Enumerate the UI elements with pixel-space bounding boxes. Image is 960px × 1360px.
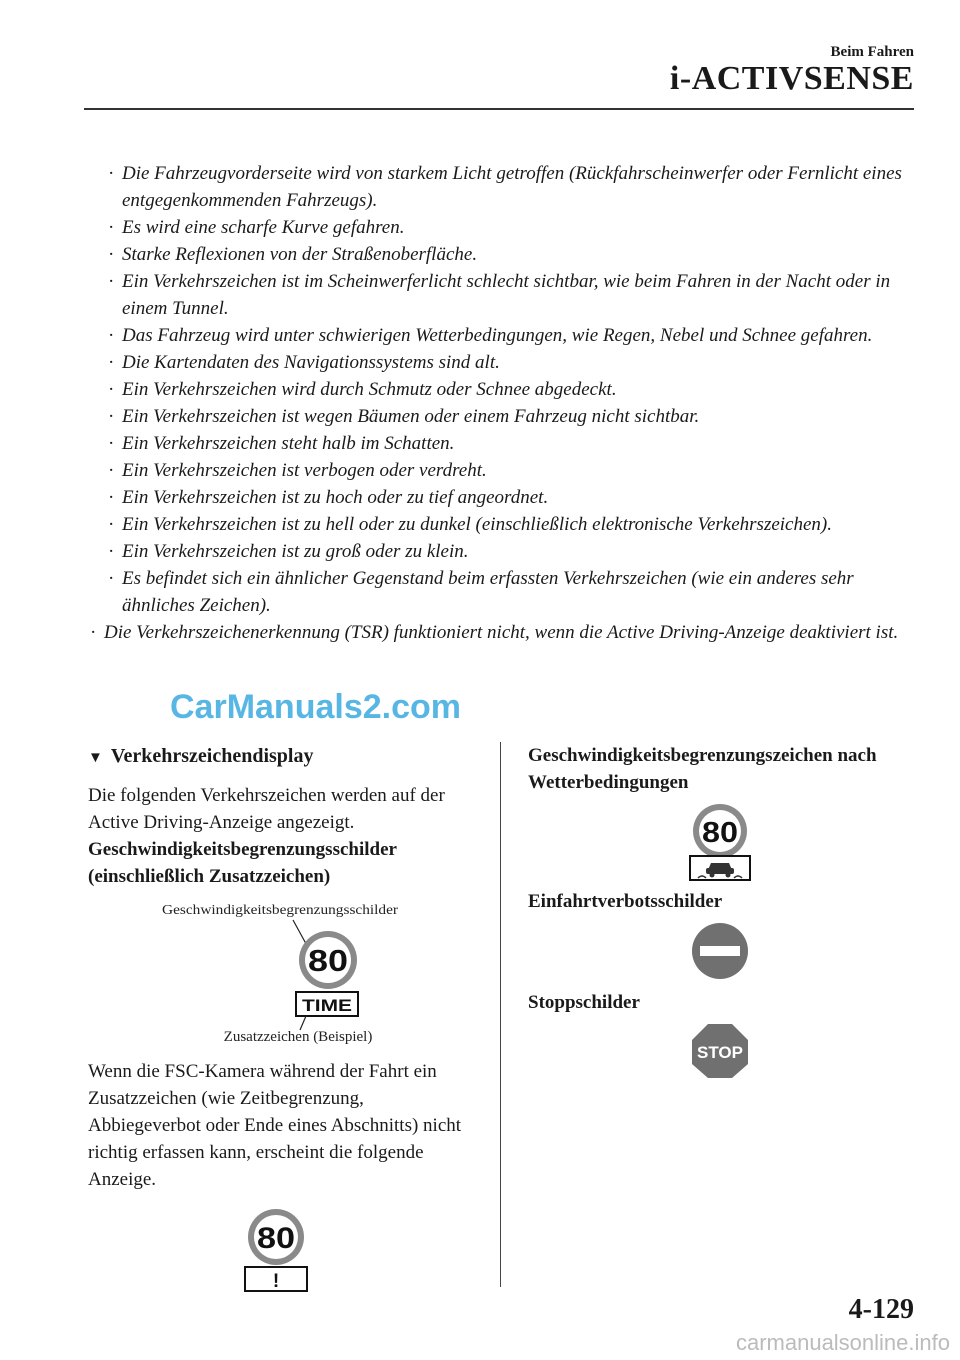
page-title: i-ACTIVSENSE	[669, 60, 914, 97]
exclamation-icon: !	[272, 1271, 280, 1292]
callout-top: Geschwindigkeitsbegrenzungsschilder	[162, 903, 399, 918]
supplement-sign-text: TIME	[302, 996, 352, 1015]
speed-sign-value: 80	[702, 817, 738, 849]
list-item: · Ein Verkehrszeichen steht halb im Schatten.	[84, 430, 914, 457]
list-item: · Ein Verkehrszeichen wird durch Schmutz oder Schnee abgedeckt.	[84, 376, 914, 403]
list-item: · Ein Verkehrszeichen ist zu groß oder zu klein.	[84, 538, 914, 565]
list-item-outer: · Die Verkehrszeichenerkennung (TSR) funktioniert nicht, wenn die Active Driving-Anzeige deaktiviert ist.	[84, 619, 914, 646]
weather-speed-figure	[528, 800, 918, 882]
list-item: · Die Kartendaten des Navigationssystems sind alt.	[84, 349, 914, 376]
list-item: · Das Fahrzeug wird unter schwierigen Wetterbedingungen, wie Regen, Nebel und Schnee gefahren.	[84, 322, 914, 349]
no-entry-label: Einfahrtverbotsschilder	[528, 891, 723, 912]
section-heading	[88, 742, 478, 772]
stop-label: Stoppschilder	[528, 992, 640, 1013]
speed-sign-value: 80	[257, 1222, 295, 1255]
header-rule	[84, 108, 914, 110]
section-heading-text: Verkehrszeichendisplay	[110, 745, 314, 767]
page-number: 4-129	[848, 1294, 914, 1325]
weather-speed-label: Geschwindigkeitsbegrenzungszeichen nach Wetterbedingungen	[528, 745, 877, 793]
watermark: CarManuals2.com	[170, 688, 461, 726]
fsc-paragraph: Wenn die FSC-Kamera während der Fahrt ein Zusatzzeichen (wie Zeitbegrenzung, Abbiegeverbot oder Ende eines Abschnitts) nicht richtig erfassen kann, erscheint die folgende Anzeige.	[88, 1061, 462, 1190]
list-item: · Die Fahrzeugvorderseite wird von starkem Licht getroffen (Rückfahrscheinwerfer oder Fernlicht eines entgegenkommenden Fahrzeugs).	[84, 160, 914, 214]
bullet-list	[84, 160, 914, 646]
list-item: · Ein Verkehrszeichen ist im Scheinwerferlicht schlecht sichtbar, wie beim Fahren in der Nacht oder in einem Tunnel.	[84, 268, 914, 322]
header-section: Beim Fahren	[830, 44, 914, 60]
no-entry-bar	[700, 946, 740, 956]
speed-limit-label: Geschwindigkeitsbegrenzungsschilder (einschließlich Zusatzzeichen)	[88, 839, 397, 887]
stop-figure	[528, 1020, 918, 1080]
site-watermark: carmanualsonline.info	[735, 1330, 950, 1355]
speed-limit-figure	[88, 894, 478, 1044]
right-column	[528, 742, 918, 1080]
list-item: · Es befindet sich ein ähnlicher Gegenstand beim erfassten Verkehrszeichen (wie ein anderes sehr ähnliches Zeichen).	[84, 565, 914, 619]
intro-paragraph: Die folgenden Verkehrszeichen werden auf der Active Driving-Anzeige angezeigt.	[88, 785, 445, 833]
speed-limit-unknown-figure	[88, 1203, 478, 1293]
list-item: · Ein Verkehrszeichen ist wegen Bäumen oder einem Fahrzeug nicht sichtbar.	[84, 403, 914, 430]
list-item: · Ein Verkehrszeichen ist zu hoch oder zu tief angeordnet.	[84, 484, 914, 511]
list-item: · Starke Reflexionen von der Straßenoberfläche.	[84, 241, 914, 268]
list-item: · Ein Verkehrszeichen ist zu hell oder zu dunkel (einschließlich elektronische Verkehrszeichen).	[84, 511, 914, 538]
left-column	[88, 742, 478, 1293]
callout-bottom: Zusatzzeichen (Beispiel)	[223, 1029, 373, 1044]
list-item: · Es wird eine scharfe Kurve gefahren.	[84, 214, 914, 241]
no-entry-figure	[528, 921, 918, 983]
list-item: · Ein Verkehrszeichen ist verbogen oder verdreht.	[84, 457, 914, 484]
callout-line-bottom	[300, 1016, 306, 1030]
stop-sign-text: STOP	[697, 1043, 743, 1062]
triangle-down-icon: ▼	[88, 750, 103, 766]
column-divider	[500, 742, 501, 1287]
speed-sign-value: 80	[308, 943, 348, 978]
